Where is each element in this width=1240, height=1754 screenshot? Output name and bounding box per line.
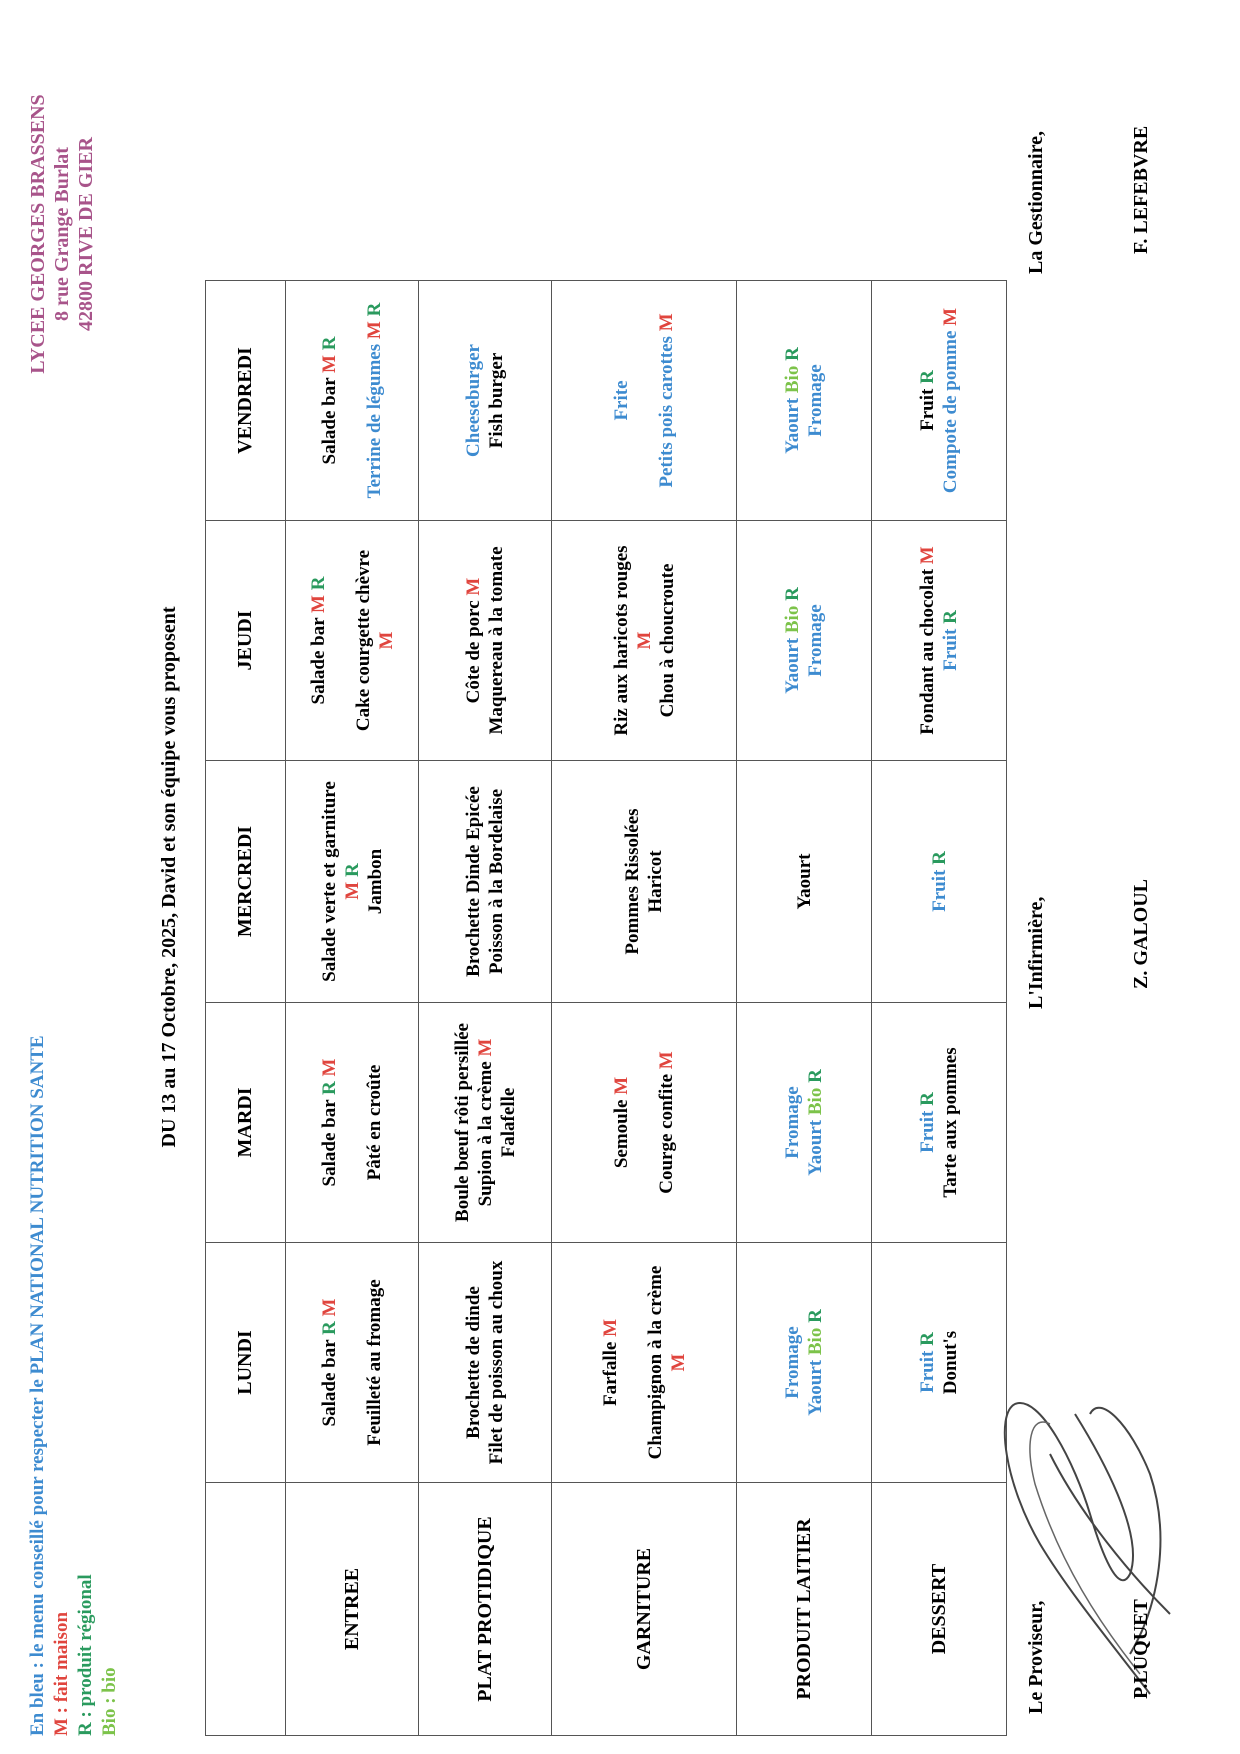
- cell-dessert-jeudi: Fondant au chocolat M Fruit R: [872, 521, 1007, 761]
- cell-plat-vendredi: Cheeseburger Fish burger: [419, 281, 552, 521]
- cell-plat-lundi: Brochette de dinde Filet de poisson au choux: [419, 1243, 552, 1483]
- proviseur-label: Le Proviseur,: [1025, 1600, 1047, 1714]
- cell-dessert-vendredi: Fruit R Compote de pomme M: [872, 281, 1007, 521]
- table-row: [737, 281, 872, 1736]
- table-row: [286, 281, 419, 1736]
- table-header-row: [206, 281, 286, 1736]
- cell-dessert-mercredi: Fruit R: [872, 761, 1007, 1003]
- infirmiere-name: Z. GALOUL: [1130, 878, 1152, 989]
- cell-plat-jeudi: Côte de porc M Maquereau à la tomate: [419, 521, 552, 761]
- school-street: 8 rue Grange Burlat: [51, 147, 73, 321]
- cell-garniture-jeudi: Riz aux haricots rouges M Chou à choucroute: [552, 521, 737, 761]
- legend: [26, 1035, 122, 1736]
- row-label-entree: ENTREE: [286, 1483, 419, 1736]
- infirmiere-label: L'Infirmière,: [1025, 896, 1047, 1009]
- cell-laitier-jeudi: Yaourt Bio R Fromage: [737, 521, 872, 761]
- corner-cell: [206, 1483, 286, 1736]
- row-label-plat: PLAT PROTIDIQUE: [419, 1483, 552, 1736]
- cell-laitier-mercredi: Yaourt: [737, 761, 872, 1003]
- day-vendredi: VENDREDI: [206, 281, 286, 521]
- cell-entree-vendredi: Salade bar M R Terrine de légumes M R: [286, 281, 419, 521]
- legend-line-plan: [26, 1035, 50, 1736]
- legend-r: R : produit régional: [75, 1574, 96, 1736]
- proviseur-name: P.LUQUET: [1130, 1599, 1152, 1699]
- cell-garniture-mardi: Semoule M Courge confite M: [552, 1003, 737, 1243]
- table-row: [552, 281, 737, 1736]
- cell-garniture-vendredi: Frite Petits pois carottes M: [552, 281, 737, 521]
- school-address: [26, 14, 98, 454]
- day-mardi: MARDI: [206, 1003, 286, 1243]
- week-title: DU 13 au 17 Octobre, 2025, David et son équipe vous proposent: [158, 606, 180, 1148]
- cell-laitier-vendredi: Yaourt Bio R Fromage: [737, 281, 872, 521]
- legend-bio: Bio : bio: [99, 1667, 120, 1736]
- cell-dessert-lundi: Fruit R Donut's: [872, 1243, 1007, 1483]
- legend-prefix: En bleu : le menu conseillé pour respecter le: [27, 1374, 48, 1736]
- row-label-laitier: PRODUIT LAITIER: [737, 1483, 872, 1736]
- cell-garniture-mercredi: Pommes Rissolées Haricot: [552, 761, 737, 1003]
- cell-laitier-mardi: Fromage Yaourt Bio R: [737, 1003, 872, 1243]
- cell-entree-jeudi: Salade bar M R Cake courgette chèvre M: [286, 521, 419, 761]
- cell-dessert-mardi: Fruit R Tarte aux pommes: [872, 1003, 1007, 1243]
- cell-garniture-lundi: Farfalle M Champignon à la crème M: [552, 1243, 737, 1483]
- table-row: [419, 281, 552, 1736]
- menu-table: [205, 280, 1007, 1736]
- day-jeudi: JEUDI: [206, 521, 286, 761]
- cell-laitier-lundi: Fromage Yaourt Bio R: [737, 1243, 872, 1483]
- cell-entree-lundi: Salade bar R M Feuilleté au fromage: [286, 1243, 419, 1483]
- cell-entree-mercredi: Salade verte et garniture M R Jambon: [286, 761, 419, 1003]
- school-city: 42800 RIVE DE GIER: [75, 137, 97, 331]
- legend-plan: PLAN NATIONAL NUTRITION SANTE: [27, 1035, 48, 1375]
- day-lundi: LUNDI: [206, 1243, 286, 1483]
- gestionnaire-label: La Gestionnaire,: [1025, 131, 1047, 274]
- cell-plat-mercredi: Brochette Dinde Epicée Poisson à la Bordelaise: [419, 761, 552, 1003]
- school-name: LYCEE GEORGES BRASSENS: [27, 94, 49, 374]
- gestionnaire-name: F. LEFEBVRE: [1130, 125, 1152, 254]
- row-label-garniture: GARNITURE: [552, 1483, 737, 1736]
- proviseur-signature: [980, 1374, 1190, 1714]
- cell-entree-mardi: Salade bar R M Pâté en croûte: [286, 1003, 419, 1243]
- legend-m: M : fait maison: [51, 1611, 72, 1736]
- row-label-dessert: DESSERT: [872, 1483, 1007, 1736]
- cell-plat-mardi: Boule bœuf rôti persillée Supion à la crème M Falafelle: [419, 1003, 552, 1243]
- day-mercredi: MERCREDI: [206, 761, 286, 1003]
